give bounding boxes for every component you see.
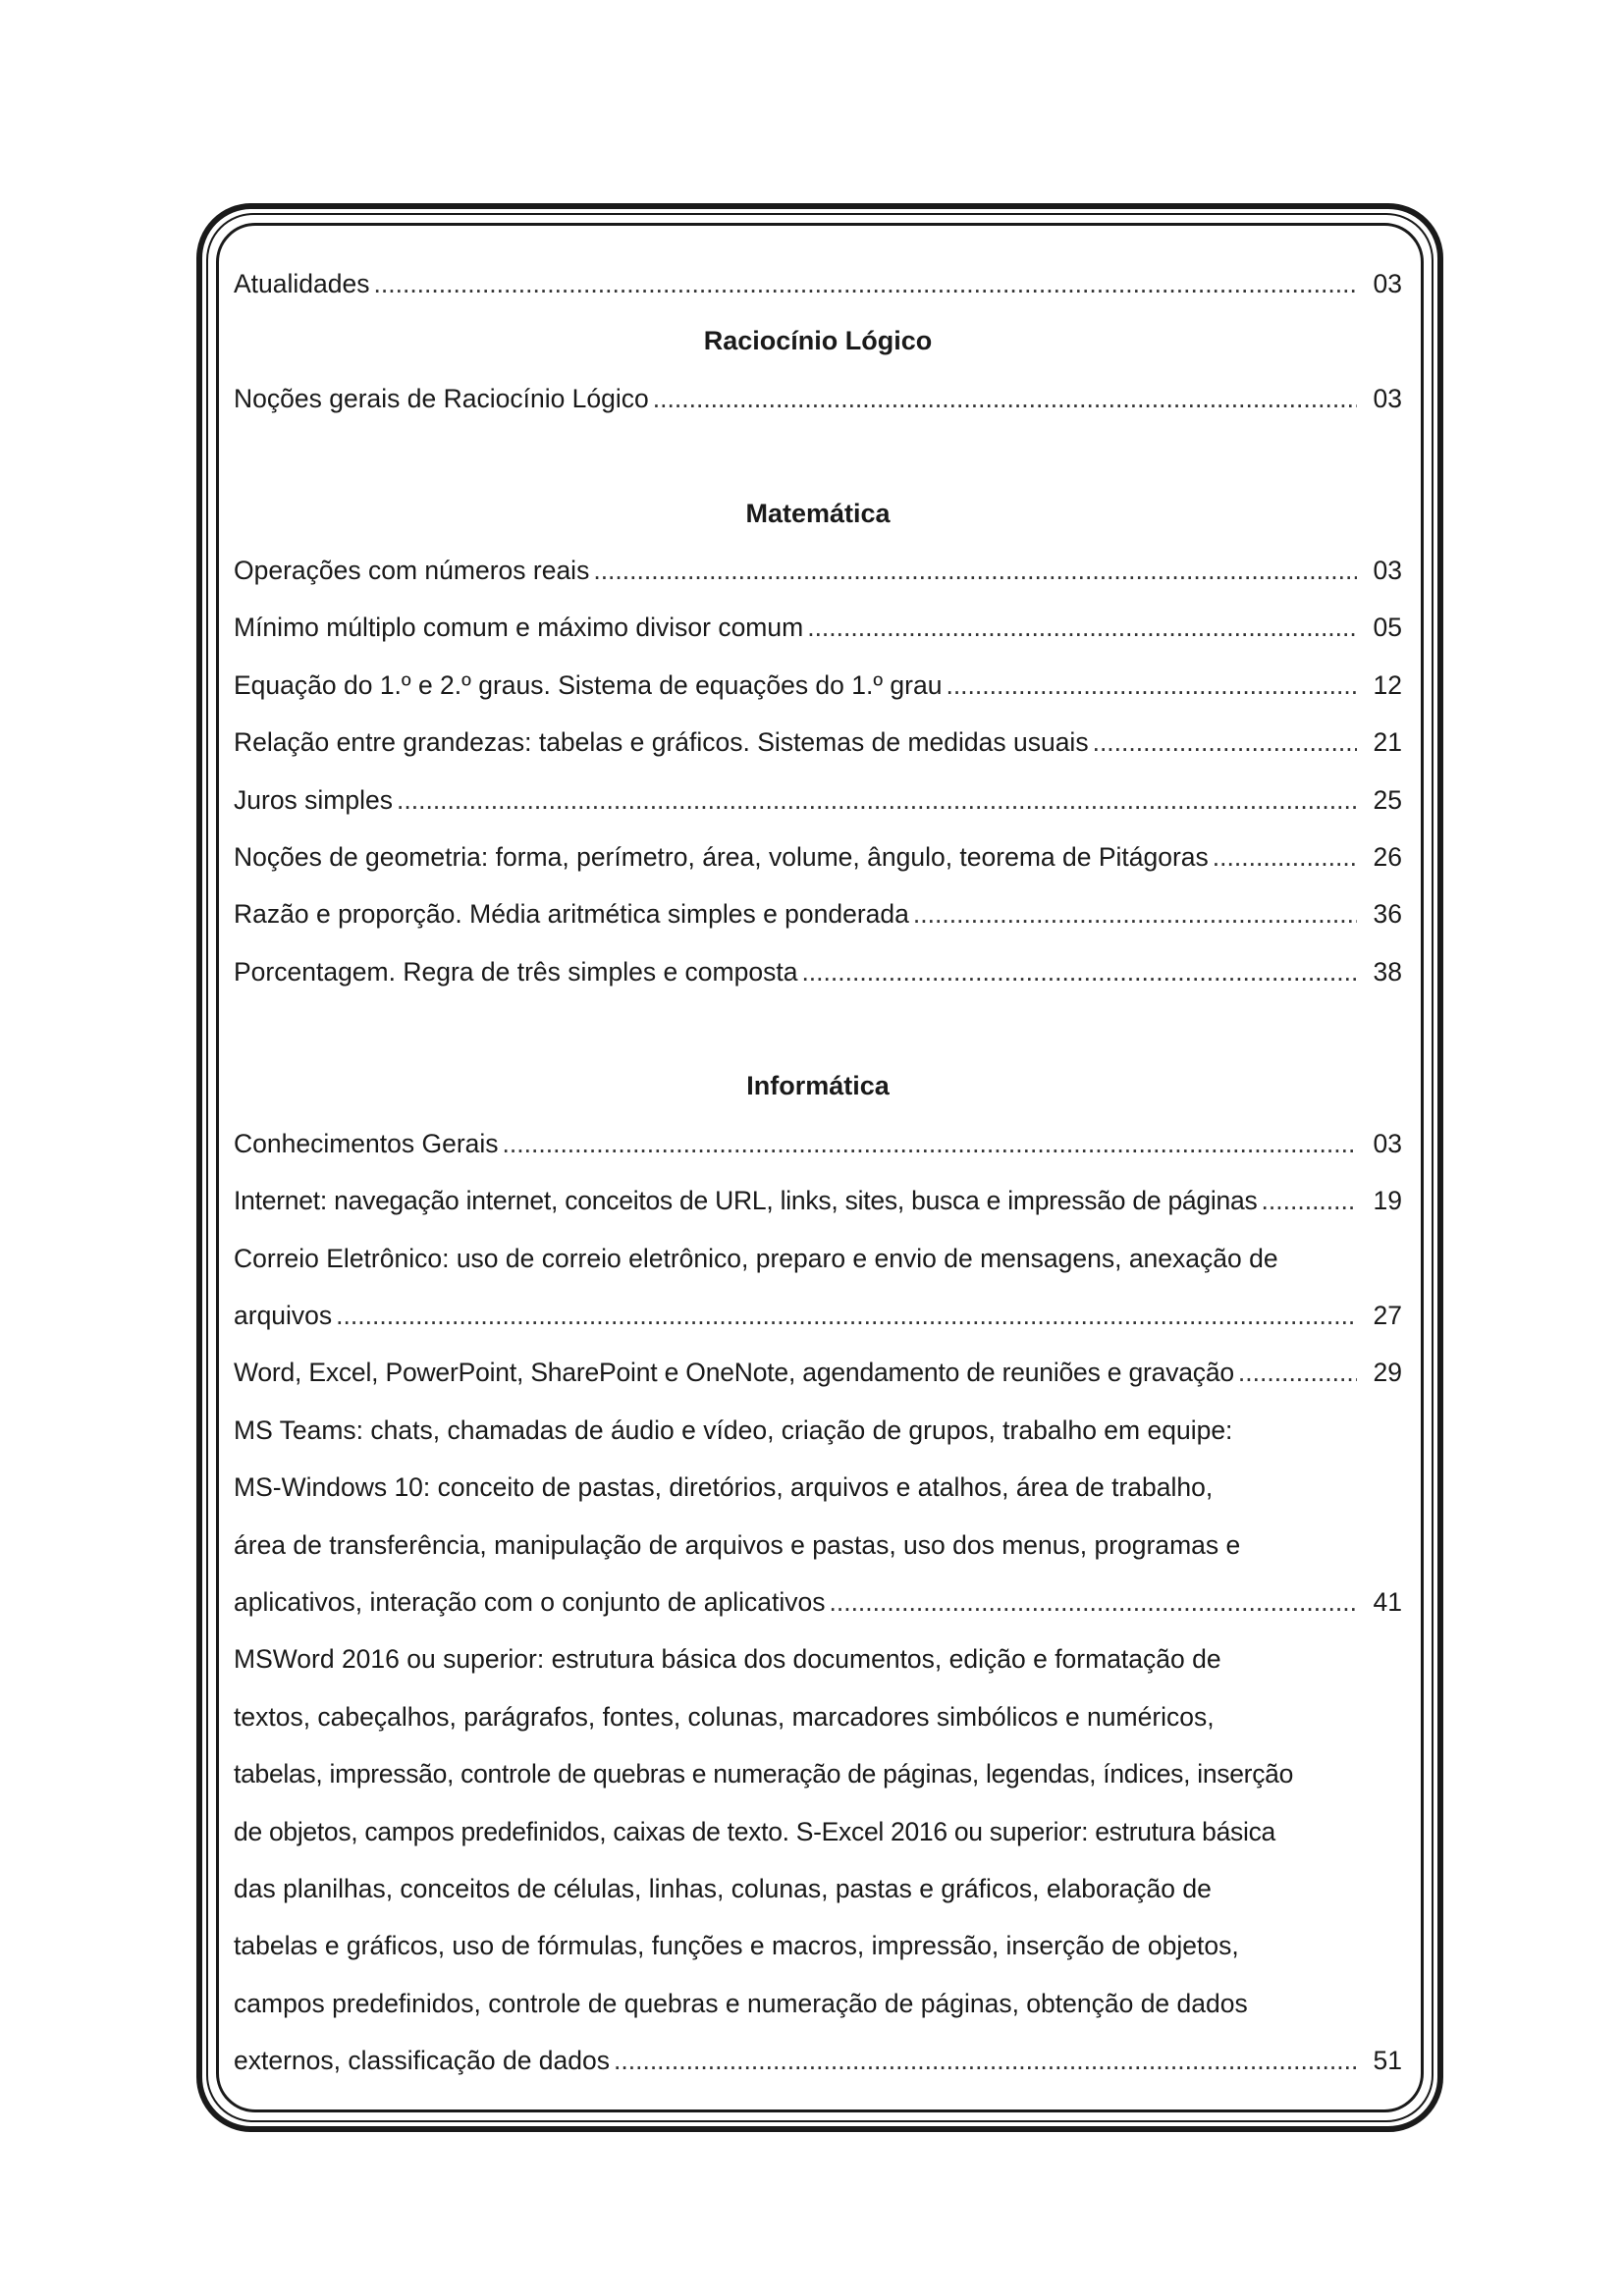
toc-entry[interactable]	[234, 370, 1402, 427]
section-heading: Matemática	[745, 498, 891, 528]
toc-entry-title: Porcentagem. Regra de três simples e composta	[234, 956, 798, 987]
toc-entry-line: MS-Windows 10: conceito de pastas, diretórios, arquivos e atalhos, área de trabalho,	[234, 1472, 1214, 1503]
toc-entry[interactable]	[234, 714, 1402, 771]
toc-page-number: 51	[1373, 2046, 1402, 2076]
toc-entry-line: de objetos, campos predefinidos, caixas de texto. S-Excel 2016 ou superior: estrutura básica	[234, 1816, 1275, 1846]
toc-leader-dots	[614, 2032, 1357, 2089]
toc-leader-dots	[593, 542, 1357, 599]
toc-entry-last-line	[234, 2032, 1402, 2089]
toc-page-number: 21	[1373, 727, 1402, 758]
toc-leader-dots	[1213, 828, 1357, 885]
toc-page-number: 03	[1373, 383, 1402, 413]
toc-entry-multiline[interactable]	[234, 1230, 1402, 1345]
toc-entry[interactable]	[234, 599, 1402, 656]
toc-entry-last-line	[234, 1287, 1402, 1344]
toc-leader-dots	[374, 255, 1358, 312]
toc-page-number: 36	[1373, 899, 1402, 930]
toc-page-number: 26	[1373, 841, 1402, 872]
toc-leader-dots	[946, 657, 1357, 714]
toc-entry-title: Internet: navegação internet, conceitos de URL, links, sites, busca e impressão de páginas	[234, 1186, 1258, 1216]
toc-entry-line: campos predefinidos, controle de quebras e numeração de páginas, obtenção de dados	[234, 1988, 1248, 2018]
toc-entry-title: Relação entre grandezas: tabelas e gráficos. Sistemas de medidas usuais	[234, 727, 1089, 758]
toc-entry-line: tabelas e gráficos, uso de fórmulas, funções e macros, impressão, inserção de objetos,	[234, 1931, 1239, 1961]
toc-entry[interactable]	[234, 885, 1402, 942]
toc-entry-title: externos, classificação de dados	[234, 2046, 610, 2076]
toc-leader-dots	[1238, 1344, 1357, 1401]
toc-entry-title: Mínimo múltiplo comum e máximo divisor comum	[234, 613, 804, 643]
section-heading: Raciocínio Lógico	[703, 326, 933, 356]
toc-entry-title: Noções de geometria: forma, perímetro, área, volume, ângulo, teorema de Pitágoras	[234, 841, 1209, 872]
toc-leader-dots	[1262, 1172, 1357, 1229]
table-of-contents	[234, 255, 1402, 2090]
toc-page-number: 05	[1373, 613, 1402, 643]
toc-leader-dots	[807, 599, 1357, 656]
toc-entry-multiline[interactable]	[234, 1630, 1402, 2089]
toc-leader-dots	[913, 885, 1357, 942]
toc-page-number: 19	[1373, 1186, 1402, 1216]
toc-page-number: 27	[1373, 1301, 1402, 1331]
toc-entry[interactable]	[234, 772, 1402, 828]
toc-page-number: 03	[1373, 1128, 1402, 1158]
toc-entry[interactable]	[234, 1172, 1402, 1229]
toc-entry-multiline[interactable]	[234, 1402, 1402, 1631]
toc-entry-line: Correio Eletrônico: uso de correio eletrônico, preparo e envio de mensagens, anexação de	[234, 1243, 1278, 1273]
toc-entry-title: Noções gerais de Raciocínio Lógico	[234, 383, 649, 413]
toc-entry[interactable]	[234, 943, 1402, 1000]
toc-page-number: 03	[1373, 555, 1402, 585]
toc-page-number: 12	[1373, 669, 1402, 700]
toc-leader-dots	[397, 772, 1357, 828]
toc-entry[interactable]	[234, 657, 1402, 714]
toc-page-number: 38	[1373, 956, 1402, 987]
toc-entry-line: MS Teams: chats, chamadas de áudio e vídeo, criação de grupos, trabalho em equipe:	[234, 1415, 1233, 1445]
toc-entry-line: das planilhas, conceitos de células, linhas, colunas, pastas e gráficos, elaboração de	[234, 1873, 1212, 1903]
toc-entry-line: MSWord 2016 ou superior: estrutura básica dos documentos, edição e formatação de	[234, 1644, 1221, 1675]
toc-entry[interactable]	[234, 828, 1402, 885]
toc-entry-title: Juros simples	[234, 784, 393, 815]
toc-entry-title: aplicativos, interação com o conjunto de aplicativos	[234, 1586, 826, 1617]
toc-entry-title: Conhecimentos Gerais	[234, 1128, 499, 1158]
toc-entry-last-line	[234, 1574, 1402, 1630]
toc-leader-dots	[829, 1574, 1357, 1630]
toc-leader-dots	[503, 1115, 1357, 1172]
section-heading: Informática	[746, 1071, 890, 1101]
toc-leader-dots	[801, 943, 1357, 1000]
toc-entry-title: Razão e proporção. Média aritmética simples e ponderada	[234, 899, 909, 930]
toc-entry-title: Word, Excel, PowerPoint, SharePoint e OneNote, agendamento de reuniões e gravação	[234, 1358, 1234, 1388]
toc-entry-title: Atualidades	[234, 269, 370, 298]
section-spacer	[234, 427, 1402, 484]
toc-leader-dots	[653, 370, 1357, 427]
toc-leader-dots	[1093, 714, 1357, 771]
section-spacer	[234, 1000, 1402, 1057]
toc-entry[interactable]	[234, 1344, 1402, 1401]
toc-entry-line: tabelas, impressão, controle de quebras e numeração de páginas, legendas, índices, inserção	[234, 1759, 1294, 1789]
toc-entry-title: Equação do 1.º e 2.º graus. Sistema de equações do 1.º grau	[234, 669, 943, 700]
toc-page-number: 25	[1373, 784, 1402, 815]
toc-entry[interactable]	[234, 255, 1402, 312]
toc-entry[interactable]	[234, 1115, 1402, 1172]
toc-entry-line: área de transferência, manipulação de arquivos e pastas, uso dos menus, programas e	[234, 1529, 1241, 1560]
toc-page-number: 41	[1373, 1586, 1402, 1617]
toc-entry[interactable]	[234, 542, 1402, 599]
toc-entry-line: textos, cabeçalhos, parágrafos, fontes, colunas, marcadores simbólicos e numéricos,	[234, 1701, 1215, 1732]
toc-entry-title: Operações com números reais	[234, 555, 590, 585]
toc-page-number: 29	[1373, 1358, 1402, 1388]
toc-entry-title: arquivos	[234, 1301, 333, 1331]
toc-page-number: 03	[1373, 269, 1402, 298]
toc-leader-dots	[336, 1287, 1357, 1344]
